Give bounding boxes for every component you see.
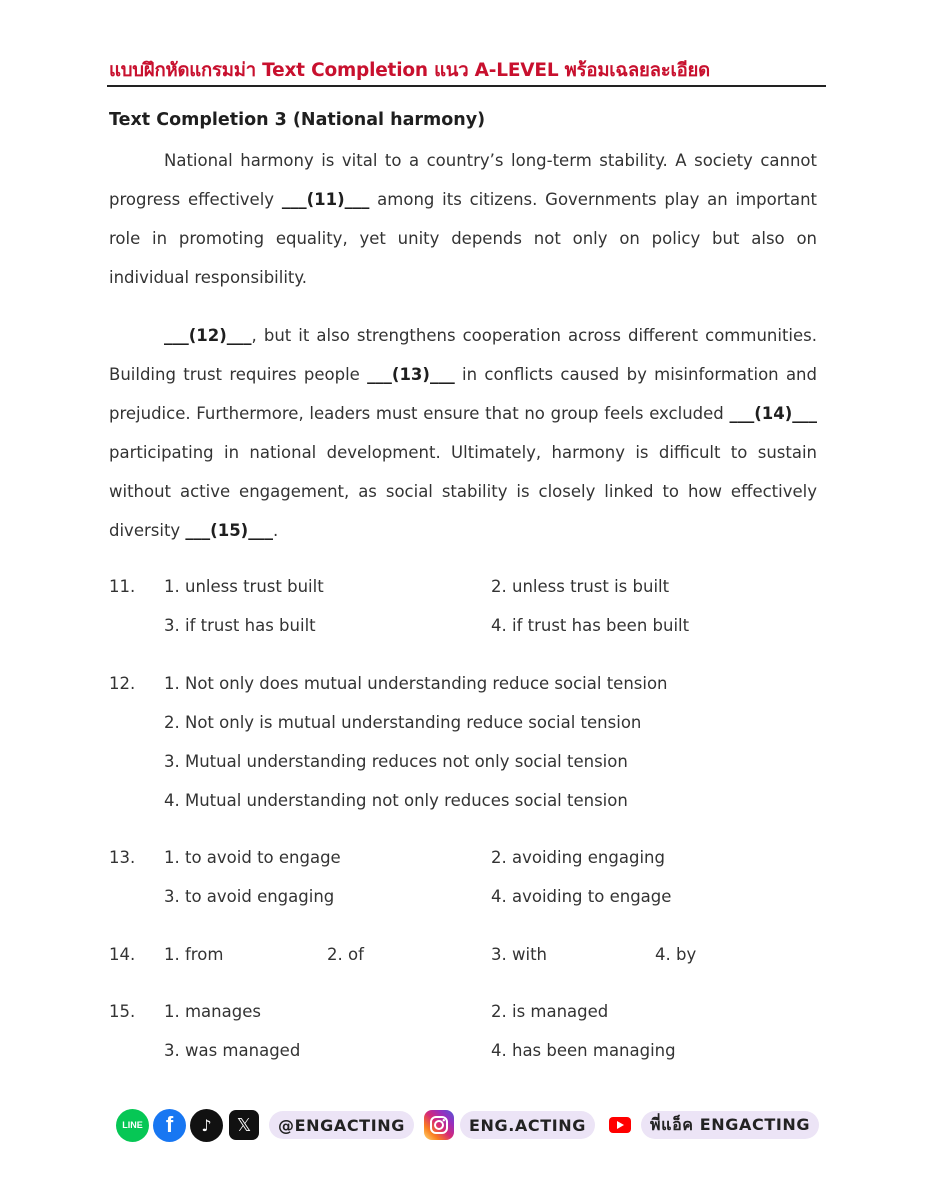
question-12-option-3[interactable]: 3. Mutual understanding reduces not only social tension — [164, 752, 628, 771]
passage-text: National harmony is vital to a country’s long-term stability. A society cannot progress effectively — [109, 151, 817, 209]
question-14-option-4[interactable]: 4. by — [655, 945, 697, 964]
question-12-option-4[interactable]: 4. Mutual understanding not only reduces social tension — [164, 791, 628, 810]
youtube-icon[interactable] — [609, 1117, 631, 1133]
x-icon[interactable]: 𝕏 — [229, 1110, 259, 1140]
question-12-option-2[interactable]: 2. Not only is mutual understanding reduce social tension — [164, 713, 642, 732]
question-13-option-2[interactable]: 2. avoiding engaging — [491, 848, 665, 867]
passage-paragraph-2 — [109, 316, 817, 550]
question-15-option-3[interactable]: 3. was managed — [164, 1041, 301, 1060]
handle-pee-ack-engacting[interactable]: พี่แอ็ค ENGACTING — [641, 1111, 819, 1139]
page-header-title: แบบฝึกหัดแกรมม่า Text Completion แนว A-LEVEL พร้อมเฉลยละเอียด — [109, 60, 710, 81]
line-icon[interactable]: LINE — [116, 1109, 149, 1142]
question-15-option-1[interactable]: 1. manages — [164, 1002, 261, 1021]
blank-12: ___(12)___ — [164, 326, 252, 345]
passage-paragraph-1 — [109, 141, 817, 297]
passage-text: among its citizens. Governments play an important role in promoting equality, yet unity depends not only on policy but also on individual responsibility. — [109, 190, 817, 287]
question-number: 12. — [109, 674, 136, 693]
question-11-option-2[interactable]: 2. unless trust is built — [491, 577, 670, 596]
question-13-option-1[interactable]: 1. to avoid to engage — [164, 848, 341, 867]
handle-engacting[interactable]: @ENGACTING — [269, 1111, 414, 1139]
question-14-option-2[interactable]: 2. of — [327, 945, 364, 964]
question-11-option-3[interactable]: 3. if trust has built — [164, 616, 316, 635]
blank-14: ___(14)___ — [729, 404, 817, 423]
question-14-option-3[interactable]: 3. with — [491, 945, 547, 964]
blank-15: ___(15)___ — [185, 521, 273, 540]
header-divider — [107, 85, 826, 87]
blank-13: ___(13)___ — [367, 365, 455, 384]
question-12-option-1[interactable]: 1. Not only does mutual understanding reduce social tension — [164, 674, 668, 693]
passage-text: . — [272, 521, 279, 540]
question-number: 13. — [109, 848, 136, 867]
section-title: Text Completion 3 (National harmony) — [109, 110, 486, 130]
question-15-option-4[interactable]: 4. has been managing — [491, 1041, 676, 1060]
question-number: 11. — [109, 577, 136, 596]
question-13-option-4[interactable]: 4. avoiding to engage — [491, 887, 672, 906]
tiktok-icon[interactable]: ♪ — [190, 1109, 223, 1142]
question-15-option-2[interactable]: 2. is managed — [491, 1002, 609, 1021]
blank-11: ___(11)___ — [281, 190, 370, 209]
passage-text: in conflicts caused by misinformation and prejudice. Furthermore, leaders must ensure that no group feels excluded — [109, 365, 817, 423]
question-11-option-1[interactable]: 1. unless trust built — [164, 577, 324, 596]
question-11-option-4[interactable]: 4. if trust has been built — [491, 616, 690, 635]
instagram-icon[interactable] — [424, 1110, 454, 1140]
facebook-icon[interactable]: f — [153, 1109, 186, 1142]
passage-text: , but it also strengthens cooperation across different communities. Building trust requires people — [109, 326, 817, 384]
question-number: 15. — [109, 1002, 136, 1021]
passage-text: participating in national development. Ultimately, harmony is difficult to sustain without active engagement, as social stability is closely linked to how effectively diversity — [109, 443, 817, 540]
question-14-option-1[interactable]: 1. from — [164, 945, 224, 964]
question-number: 14. — [109, 945, 136, 964]
handle-eng-acting[interactable]: ENG.ACTING — [460, 1111, 595, 1139]
social-footer — [116, 1106, 826, 1144]
question-13-option-3[interactable]: 3. to avoid engaging — [164, 887, 335, 906]
